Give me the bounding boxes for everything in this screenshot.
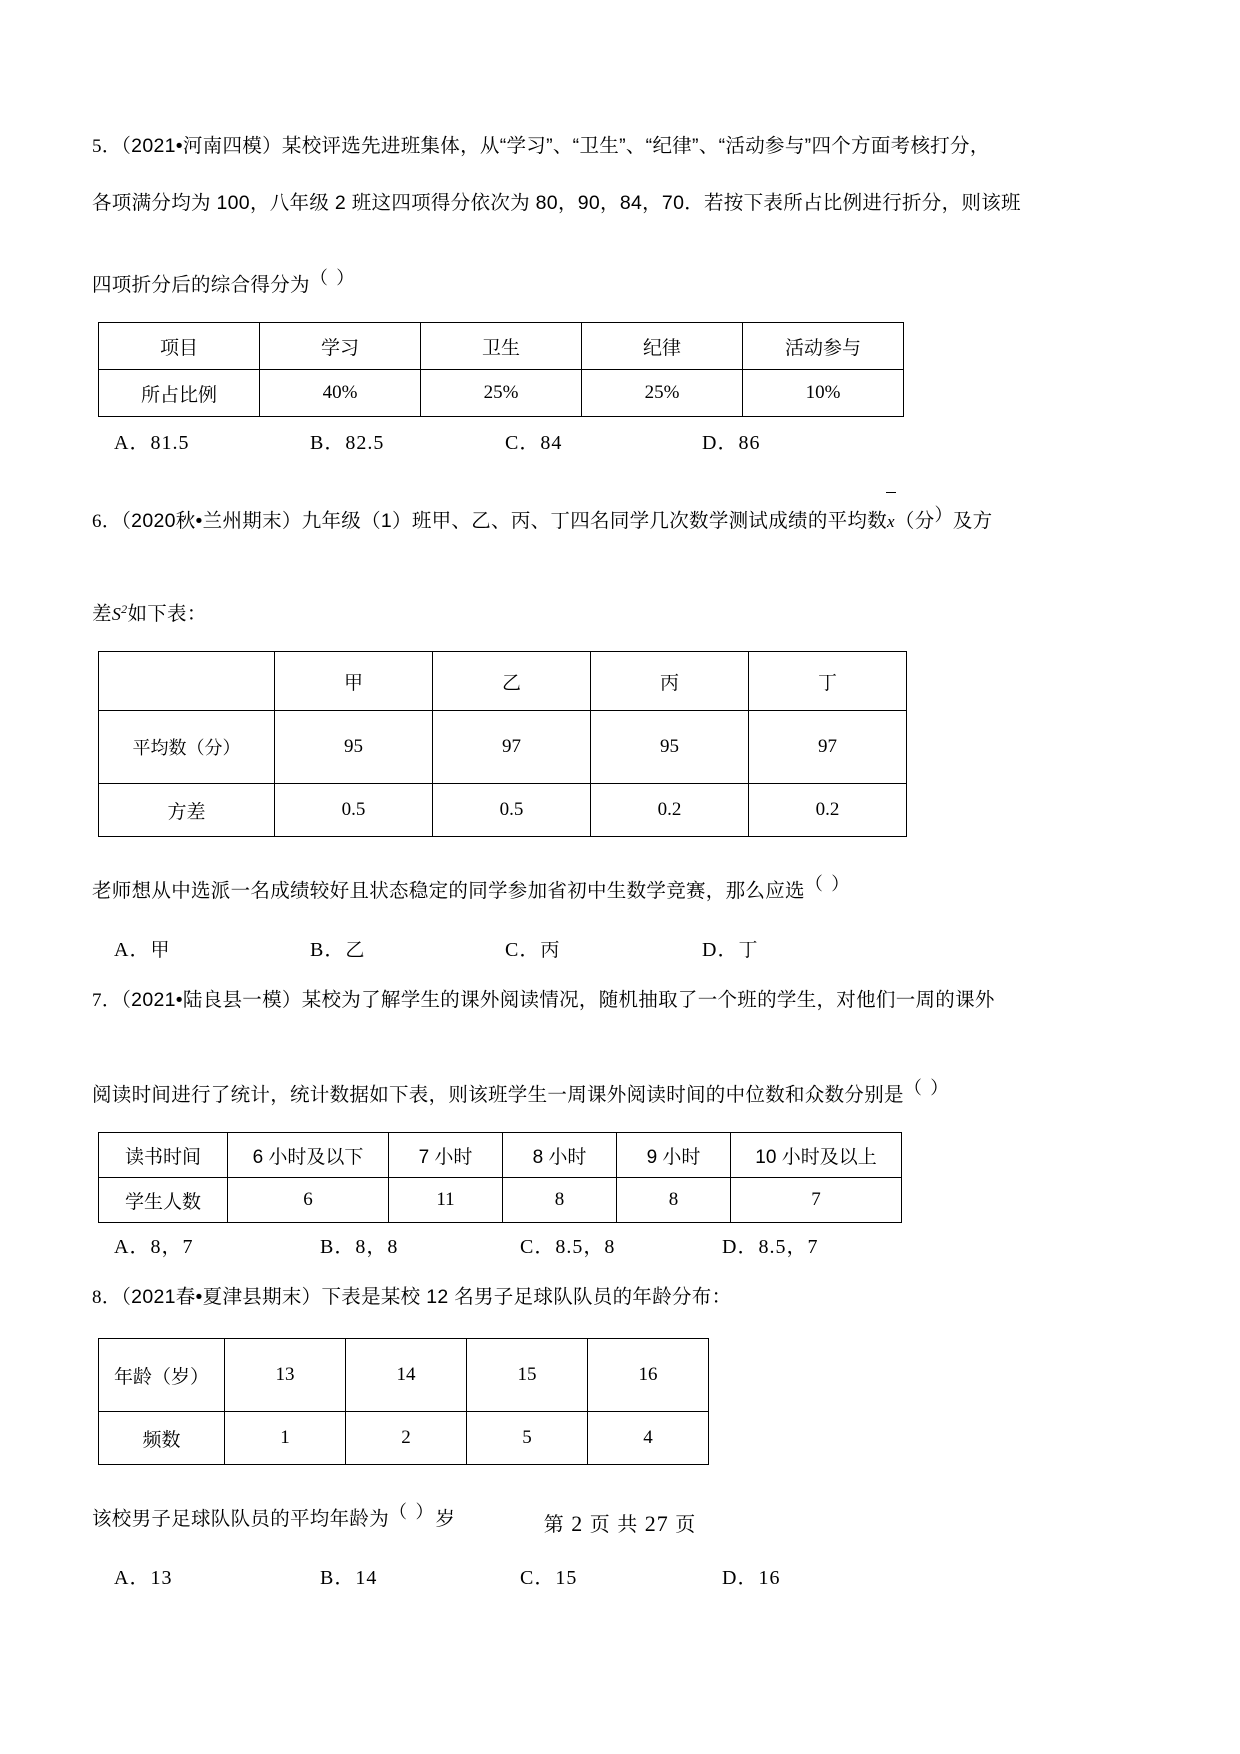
option-label: D [702,432,718,454]
s-symbol: S [111,604,122,624]
table-cell: 所占比例 [99,370,260,417]
table-cell: 95 [275,711,433,784]
question-7-stem-line-1: 7．（2021•陆良县一模）某校为了解学生的课外阅读情况，随机抽取了一个班的学生，对他们一周的课外 [92,989,995,1011]
option-label: B [320,1236,335,1258]
option-text: 乙 [345,940,366,961]
spacer [92,310,1150,322]
option-b[interactable]: B．8，8 [320,1236,399,1258]
option-label: C [505,432,520,454]
table-row [99,323,904,370]
table-cell: 8 [503,1178,617,1223]
option-text: 丙 [540,940,561,961]
option-text: 8，7 [150,1236,194,1258]
option-label: A [114,432,130,454]
option-a[interactable]: A．13 [114,1567,173,1589]
table-cell: 6 [228,1178,389,1223]
option-label: A [114,1567,130,1589]
option-b[interactable]: B．82.5 [310,432,385,454]
option-text: 8.5，7 [758,1236,819,1258]
question-8-stem-line-1: 8．（2021春•夏津县期末）下表是某校 12 名男子足球队队员的年龄分布： [92,1286,732,1308]
spacer [92,1120,1150,1132]
option-label: B [310,939,325,961]
question-5-answer-blank: （ ） [309,268,357,288]
question-8-answer-blank: （ ） [389,1502,436,1522]
table-cell [99,652,275,711]
option-label: D [722,1567,738,1589]
option-text: 86 [738,432,761,454]
question-6-number: 6 [92,511,102,532]
table-cell: 7 [731,1178,902,1223]
question-5-stem-line-3 [92,253,1150,310]
question-8-block [92,1269,1150,1600]
table-cell: 读书时间 [99,1133,228,1178]
option-a[interactable]: A．81.5 [114,432,190,454]
option-text: 丁 [738,940,759,961]
question-6-source: （2020秋•兰州期末） [121,510,302,532]
table-cell: 13 [225,1339,346,1412]
table-cell: 97 [433,711,591,784]
table-row [99,1133,902,1178]
option-label: C [520,1567,535,1589]
option-label: D [702,939,718,961]
table-cell: 1 [225,1412,346,1465]
table-cell: 0.2 [591,784,749,837]
spacer [92,1544,1150,1556]
question-6-answer-blank: （ ） [804,874,852,894]
option-text: 15 [555,1567,578,1589]
table-cell: 2 [346,1412,467,1465]
question-6-text-1c: 及方 [952,510,993,532]
table-row [99,1412,709,1465]
table-cell: 9 小时 [617,1133,731,1178]
option-text: 13 [150,1567,173,1589]
question-5-text-2: 各项满分均为 100，八年级 2 班这四项得分依次为 80，90，84，70．若按下表所占比例进行折分，则该班 [92,192,1021,214]
option-d[interactable]: D．16 [722,1567,781,1589]
option-text: 14 [355,1567,378,1589]
option-label: C [520,1236,535,1258]
spacer [92,465,1150,487]
table-cell: 11 [389,1178,503,1223]
table-cell: 0.5 [433,784,591,837]
question-6-stem-line-2 [92,584,1150,639]
spacer [92,231,1150,253]
option-label: B [320,1567,335,1589]
spacer [92,1326,1150,1338]
option-text: 81.5 [150,432,190,454]
question-8-number: 8 [92,1287,102,1308]
table-cell: 15 [467,1339,588,1412]
table-cell: 年龄（岁） [99,1339,225,1412]
question-6-stem-line-1: 6．（2020秋•兰州期末）九年级（1）班甲、乙、丙、丁四名同学几次数学测试成绩的平均数x（分）及方 [92,487,1150,550]
option-d[interactable]: D．86 [702,432,761,454]
spacer [92,639,1150,651]
spacer [92,1029,1150,1063]
question-7-source: （2021•陆良县一模） [121,989,302,1011]
option-d[interactable]: D．丁 [702,939,759,961]
question-5-stem-line-1: 5．（2021•河南四模）某校评选先进班集体，从“学习”、“卫生”、“纪律”、“活动参与”四个方面考核打分， [92,135,990,157]
question-6-block [92,487,1150,972]
question-6-text-3: 老师想从中选派一名成绩较好且状态稳定的同学参加省初中生数学竞赛，那么应选 [92,880,805,902]
table-cell: 10% [743,370,904,417]
question-7-number: 7 [92,990,102,1011]
table-cell: 7 小时 [389,1133,503,1178]
question-7-options [92,1225,1150,1269]
table-cell: 丁 [749,652,907,711]
question-8-text-2: 该校男子足球队队员的平均年龄为 [92,1508,390,1530]
footer-prefix: 第 [543,1514,565,1536]
question-5-source: （2021•河南四模） [121,135,282,157]
option-c[interactable]: C．8.5，8 [520,1236,616,1258]
page-footer [0,1508,1240,1537]
question-7-text-1: 某校为了解学生的课外阅读情况，随机抽取了一个班的学生，对他们一周的课外 [301,989,995,1011]
option-label: A [114,939,130,961]
table-cell: 甲 [275,652,433,711]
question-8-options [92,1556,1150,1600]
option-text: 84 [540,432,563,454]
table-row [99,1339,709,1412]
option-d[interactable]: D．8.5，7 [722,1236,819,1258]
question-8-source: （2021春•夏津县期末） [121,1286,322,1308]
question-5-text-1: 某校评选先进班集体，从“学习”、“卫生”、“纪律”、“活动参与”四个方面考核打分， [281,135,990,157]
question-8-text-1: 下表是某校 12 名男子足球队队员的年龄分布： [321,1286,732,1308]
table-cell: 4 [588,1412,709,1465]
table-cell: 25% [421,370,582,417]
table-row [99,652,907,711]
table-cell: 方差 [99,784,275,837]
table-row [99,370,904,417]
table-cell: 8 小时 [503,1133,617,1178]
question-5-table [98,322,904,417]
question-7-stem-line-2 [92,1063,1150,1120]
spacer [92,837,1150,859]
option-b[interactable]: B．14 [320,1567,378,1589]
option-text: 甲 [150,940,171,961]
option-text: 8.5，8 [555,1236,616,1258]
question-6-options [92,928,1150,972]
option-a[interactable]: A．甲 [114,939,171,961]
table-cell: 乙 [433,652,591,711]
page-content [92,118,1150,1600]
table-row [99,711,907,784]
question-6-text-1: 九年级（1）班甲、乙、丙、丁四名同学几次数学测试成绩的平均数 [301,510,888,532]
option-text: 16 [758,1567,781,1589]
spacer [92,550,1150,584]
table-cell: 25% [582,370,743,417]
option-c[interactable]: C．丙 [505,939,561,961]
table-cell: 16 [588,1339,709,1412]
table-cell: 5 [467,1412,588,1465]
option-a[interactable]: A．8，7 [114,1236,194,1258]
option-label: C [505,939,520,961]
question-6-text-2a: 差 [92,603,112,625]
spacer [92,916,1150,928]
footer-middle: 页 共 [589,1514,639,1536]
table-cell: 40% [260,370,421,417]
table-cell: 项目 [99,323,260,370]
question-7-block [92,972,1150,1269]
x-bar-symbol: x [887,494,895,550]
table-cell: 0.2 [749,784,907,837]
footer-suffix: 页 [675,1514,697,1536]
question-8-table [98,1338,709,1465]
table-cell: 学生人数 [99,1178,228,1223]
table-cell: 频数 [99,1412,225,1465]
question-6-text-2b: 如下表： [127,603,207,625]
question-6-after-table-text [92,859,1150,916]
table-row [99,784,907,837]
question-7-table [98,1132,902,1223]
spacer [92,1465,1150,1487]
table-cell: 纪律 [582,323,743,370]
table-row [99,1178,902,1223]
footer-page-number: 2 [571,1511,584,1536]
question-8-text-3: 岁 [435,1508,456,1530]
option-text: 8，8 [355,1236,399,1258]
table-cell: 丙 [591,652,749,711]
table-cell: 学习 [260,323,421,370]
option-label: B [310,432,325,454]
question-7-answer-blank: （ ） [903,1078,951,1098]
question-6-paren: ） [934,505,953,525]
table-cell: 6 小时及以下 [228,1133,389,1178]
table-cell: 平均数（分） [99,711,275,784]
table-cell: 97 [749,711,907,784]
question-5-number: 5 [92,136,102,157]
option-c[interactable]: C．15 [520,1567,578,1589]
table-cell: 8 [617,1178,731,1223]
table-cell: 0.5 [275,784,433,837]
question-5-block [92,118,1150,465]
footer-total-pages: 27 [644,1511,669,1536]
table-cell: 95 [591,711,749,784]
option-b[interactable]: B．乙 [310,939,366,961]
option-label: A [114,1236,130,1258]
question-5-text-3: 四项折分后的综合得分为 [92,274,310,296]
table-cell: 活动参与 [743,323,904,370]
option-c[interactable]: C．84 [505,432,563,454]
table-cell: 卫生 [421,323,582,370]
table-cell: 14 [346,1339,467,1412]
table-cell: 10 小时及以上 [731,1133,902,1178]
question-7-text-2: 阅读时间进行了统计，统计数据如下表，则该班学生一周课外阅读时间的中位数和众数分别是 [92,1084,904,1106]
option-text: 82.5 [345,432,385,454]
question-6-table [98,651,907,837]
question-5-options [92,421,1150,465]
option-label: D [722,1236,738,1258]
question-5-stem-line-2 [92,175,1150,231]
s-exponent: 2 [121,602,128,616]
question-6-text-1b: （分 [894,510,935,532]
